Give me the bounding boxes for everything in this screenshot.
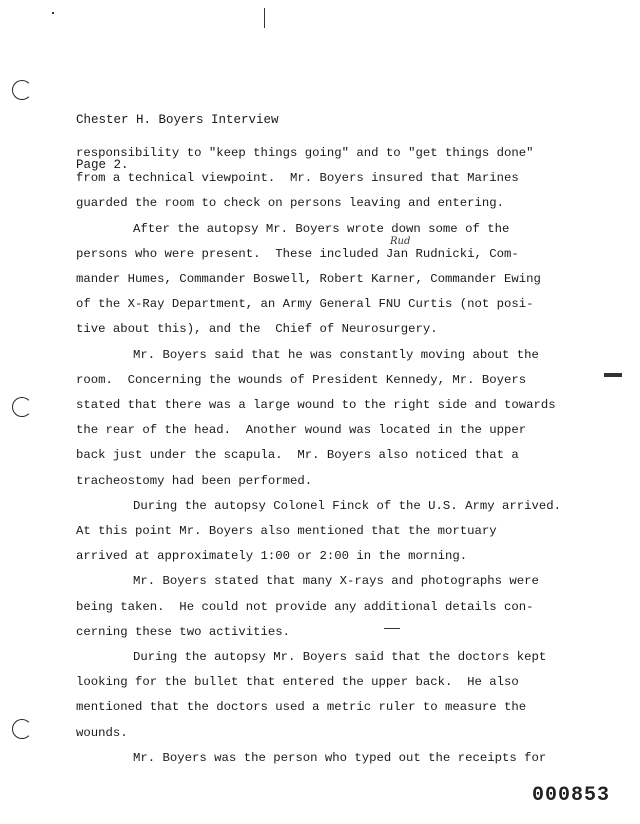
punch-hole-middle bbox=[12, 397, 32, 417]
body-line: During the autopsy Mr. Boyers said that the doctors kept bbox=[133, 650, 547, 665]
body-line: arrived at approximately 1:00 or 2:00 in the morning. bbox=[76, 549, 468, 564]
header-page-number: Page 2. bbox=[76, 158, 129, 172]
body-line: stated that there was a large wound to the right side and towards bbox=[76, 398, 556, 413]
body-line: mentioned that the doctors used a metric ruler to measure the bbox=[76, 700, 527, 715]
document-number-stamp: 000853 bbox=[531, 784, 610, 807]
body-line: During the autopsy Colonel Finck of the U.S. Army arrived. bbox=[133, 498, 562, 513]
body-line: the rear of the head. Another wound was located in the upper bbox=[76, 423, 527, 438]
body-line: mander Humes, Commander Boswell, Robert Karner, Commander Ewing bbox=[76, 272, 541, 287]
handwritten-correction: Rud bbox=[390, 236, 411, 247]
body-text bbox=[76, 141, 566, 771]
body-line: responsibility to "keep things going" and to "get things done" bbox=[76, 146, 534, 160]
body-line: cerning these two activities. bbox=[76, 624, 291, 639]
scan-mark bbox=[264, 8, 265, 28]
body-line: Mr. Boyers said that he was constantly moving about the bbox=[133, 347, 539, 362]
body-line: being taken. He could not provide any additional details con- bbox=[76, 599, 534, 614]
body-line: guarded the room to check on persons leaving and entering. bbox=[76, 196, 505, 211]
body-line: Mr. Boyers stated that many X-rays and photographs were bbox=[133, 574, 539, 589]
body-line: tracheostomy had been performed. bbox=[76, 473, 313, 488]
body-line: tive about this), and the Chief of Neurosurgery. bbox=[76, 322, 438, 337]
header-title: Chester H. Boyers Interview bbox=[76, 113, 279, 127]
body-line: Mr. Boyers was the person who typed out the receipts for bbox=[133, 750, 547, 765]
body-line: back just under the scapula. Mr. Boyers also noticed that a bbox=[76, 448, 519, 463]
body-line: of the X-Ray Department, an Army General FNU Curtis (not posi- bbox=[76, 297, 534, 312]
body-line: After the autopsy Mr. Boyers wrote down some of the bbox=[133, 221, 510, 236]
punch-hole-bottom bbox=[12, 719, 32, 739]
body-line: room. Concerning the wounds of President Kennedy, Mr. Boyers bbox=[76, 372, 527, 387]
body-line: looking for the bullet that entered the upper back. He also bbox=[76, 675, 519, 690]
punch-hole-top bbox=[12, 80, 32, 100]
body-line: wounds. bbox=[76, 725, 128, 740]
body-line: persons who were present. These included Jan Rudnicki, Com- bbox=[76, 246, 519, 261]
body-line: from a technical viewpoint. Mr. Boyers insured that Marines bbox=[76, 171, 519, 186]
body-line: At this point Mr. Boyers also mentioned that the mortuary bbox=[76, 524, 497, 539]
scan-edge-mark bbox=[604, 373, 622, 377]
scan-speck bbox=[52, 12, 54, 14]
